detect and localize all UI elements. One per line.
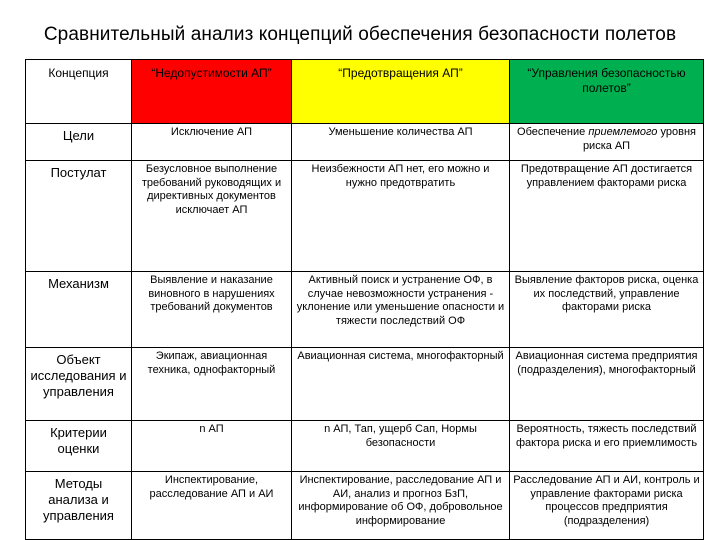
table-cell: n АП <box>132 421 292 472</box>
header-concept-safety-management: “Управления безопасностью полетов” <box>510 60 704 124</box>
table-cell: Авиационная система, многофакторный <box>292 348 510 421</box>
table-cell: Инспектирование, расследование АП и АИ <box>132 472 292 540</box>
row-label: Цели <box>26 124 132 161</box>
header-concept-inadmissibility: “Недопустимости АП” <box>132 60 292 124</box>
table-row <box>26 472 704 540</box>
row-label: Постулат <box>26 161 132 272</box>
table-cell: Исключение АП <box>132 124 292 161</box>
table-header-row <box>26 60 704 124</box>
table-cell: Уменьшение количества АП <box>292 124 510 161</box>
table-row <box>26 348 704 421</box>
page-title: Сравнительный анализ концепций обеспечения безопасности полетов <box>43 24 677 45</box>
table-cell: Активный поиск и устранение ОФ, в случае невозможности устранения - уклонение или уменьшение опасности и тяжести последствий ОФ <box>292 272 510 348</box>
table-cell: Вероятность, тяжесть последствий фактора риска и его приемлимость <box>510 421 704 472</box>
table-row <box>26 272 704 348</box>
table-row <box>26 161 704 272</box>
table-cell: n АП, Тап, ущерб Сап, Нормы безопасности <box>292 421 510 472</box>
emphasized-text: приемлемого <box>588 126 658 138</box>
table-cell: Инспектирование, расследование АП и АИ, анализ и прогноз БзП, информирование об ОФ, добровольное информирование <box>292 472 510 540</box>
row-label: Критерии оценки <box>26 421 132 472</box>
row-label: Методы анализа и управления <box>26 472 132 540</box>
table-cell: Выявление факторов риска, оценка их последствий, управление факторами риска <box>510 272 704 348</box>
table-cell: Экипаж, авиационная техника, однофакторный <box>132 348 292 421</box>
table-cell <box>510 124 704 161</box>
table-cell: Неизбежности АП нет, его можно и нужно предотвратить <box>292 161 510 272</box>
header-concept-prevention: “Предотвращения АП” <box>292 60 510 124</box>
row-label: Объект исследования и управления <box>26 348 132 421</box>
header-label-cell: Концепция <box>26 60 132 124</box>
table-row <box>26 124 704 161</box>
table-cell: Безусловное выполнение требований руководящих и директивных документов исключает АП <box>132 161 292 272</box>
row-label: Механизм <box>26 272 132 348</box>
table-cell: Расследование АП и АИ, контроль и управление факторами риска процессов предприятия (подразделения) <box>510 472 704 540</box>
table-cell: Авиационная система предприятия (подразделения), многофакторный <box>510 348 704 421</box>
table-cell: Предотвращение АП достигается управлением факторами риска <box>510 161 704 272</box>
cell-text: Обеспечение <box>517 126 589 138</box>
table-cell: Выявление и наказание виновного в нарушениях требований документов <box>132 272 292 348</box>
table-row <box>26 421 704 472</box>
cell-text: уровня риска АП <box>582 126 696 152</box>
comparison-table <box>25 59 704 540</box>
